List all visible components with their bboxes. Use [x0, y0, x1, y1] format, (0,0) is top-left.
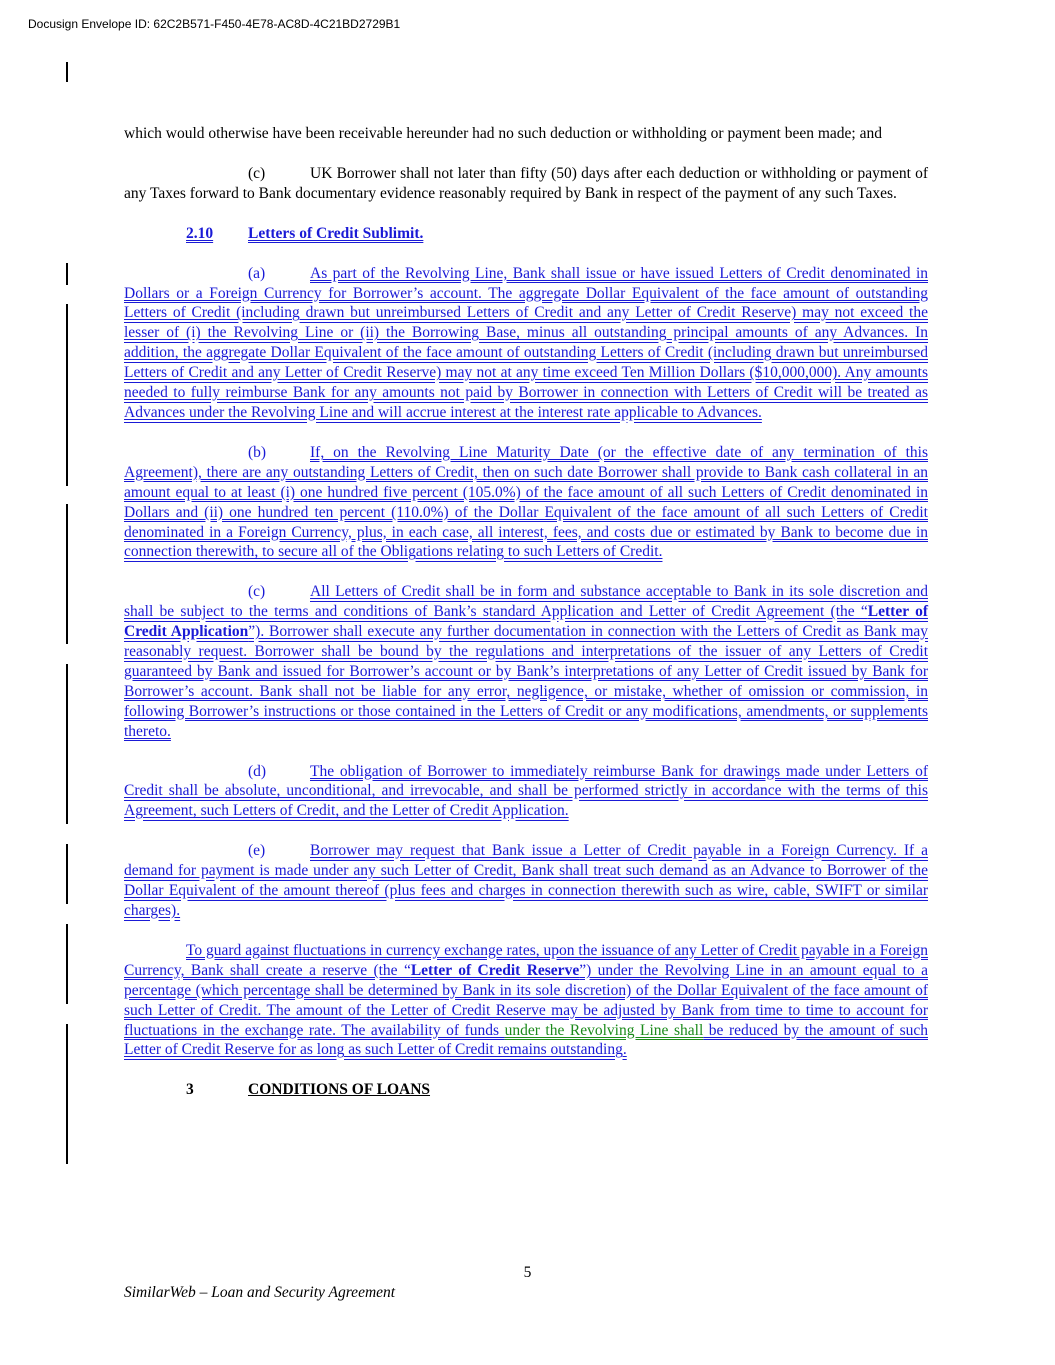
- subsection-b-text: If, on the Revolving Line Maturity Date (or the effective date of any termination of this Agreement), there are any outstanding Letters of Credit, then on such date Borrower shall provide to Bank cash collateral in an amount equal to at least (i) one hundred five percent (105.0%) of the face amount of all such Letters of Credit denominated in Dollars and (ii) one hundred ten percent (110.0%) of the Dollar Equivalent of the face amount of all such Letters of Credit denominated in a Foreign Currency, plus, in each case, all interest, fees, and costs due or estimated by Bank to become due in connection therewith, to secure all of the Obligations relating to such Letters of Credit.: [124, 443, 928, 561]
- change-bar: [66, 924, 68, 1004]
- page-number: 5: [523, 1264, 532, 1281]
- change-bar: [66, 263, 68, 285]
- change-bar: [66, 504, 68, 644]
- reserve-text-3: be reduced by the amount of such Letter of Credit Reserve for as long as such Letter of Credit remains outstanding.: [124, 1021, 928, 1059]
- section-title: CONDITIONS OF LOANS: [248, 1081, 431, 1099]
- defined-term-reserve: Letter of Credit Reserve: [410, 961, 580, 979]
- section-3-heading: [124, 1080, 928, 1100]
- section-2-10-heading: [124, 224, 928, 244]
- subsection-e: [124, 841, 928, 921]
- footer-title: SimilarWeb – Loan and Security Agreement: [124, 1284, 396, 1301]
- section-title: Letters of Credit Sublimit.: [248, 224, 424, 242]
- subsection-c-label: (c): [248, 583, 266, 601]
- subsection-a: [124, 264, 928, 423]
- subsection-e-text: Borrower may request that Bank issue a Letter of Credit payable in a Foreign Currency. If a demand for payment is made under any such Letter of Credit, Bank shall treat such demand as an Advance to Borrower of the Dollar Equivalent of the amount thereof (plus fees and charges in connection therewith such as wire, cable, SWIFT or similar charges).: [124, 842, 928, 919]
- subsection-c-text-2: ”). Borrower shall execute any further documentation in connection with the Letters of Credit as Bank may reasonably request. Borrower shall be bound by the regulations and interpretations of the issuer of any Letters of Credit guaranteed by Bank and issued for Borrower’s account or by Bank’s interpretations of any Letter of Credit issued by Bank for Borrower’s account. Bank shall not be liable for any error, negligence, or mistake, whether of omission or commission, in following Borrower’s instructions or those contained in the Letters of Credit or any modifications, amendments, or supplements thereto.: [124, 623, 929, 740]
- intro-paragraph: which would otherwise have been receivable hereunder had no such deduction or withholding or payment been made; and: [124, 125, 882, 142]
- subsection-a-text: As part of the Revolving Line, Bank shall issue or have issued Letters of Credit denominated in Dollars or a Foreign Currency for Borrower’s account. The aggregate Dollar Equivalent of the face amount of outstanding Letters of Credit (including drawn but unreimbursed Letters of Credit and any Letter of Credit Reserve) may not exceed the lesser of (i) the Revolving Line or (ii) the Borrowing Base, minus all outstanding principal amounts of any Advances. In addition, the aggregate Dollar Equivalent of the face amount of outstanding Letters of Credit (including drawn but unreimbursed Letters of Credit and any Letter of Credit Reserve) may not at any time exceed Ten Million Dollars ($10,000,000). Any amounts needed to fully reimburse Bank for any amounts not paid by Borrower in connection with Letters of Credit will be treated as Advances under the Revolving Line and will accrue interest at the interest rate applicable to Advances.: [124, 264, 928, 421]
- change-bar: [66, 1024, 68, 1164]
- subsection-c-text-1: All Letters of Credit shall be in form and substance acceptable to Bank in its sole discretion and shall be subject to the terms and conditions of Bank’s standard Application and Letter of Credit Agreement (the “: [124, 583, 928, 621]
- change-bar: [66, 62, 68, 82]
- subsection-a-label: (a): [248, 264, 266, 282]
- subsection-b-label: (b): [248, 443, 267, 461]
- reserve-text-2: ”) under the Revolving Line in an amount equal to a percentage (which percentage shall be determined by Bank in its sole discretion) of the Dollar Equivalent of the face amount of such Letter of Credit. The amount of the Letter of Credit Reserve may be adjusted by Bank from time to time to account for fluctuations in the exchange rate. The availability of funds: [124, 961, 929, 1039]
- envelope-id: Docusign Envelope ID: 62C2B571-F450-4E78-AC8D-4C21BD2729B1: [28, 17, 401, 31]
- subsection-b: [124, 443, 928, 562]
- paragraph-c-taxes: [124, 164, 928, 204]
- change-bar: [66, 664, 68, 824]
- subsection-d: [124, 762, 928, 822]
- defined-term-application: Letter of Credit Application: [124, 603, 928, 641]
- section-number: 3: [186, 1081, 194, 1099]
- subsection-e-label: (e): [248, 842, 266, 860]
- paragraph-c-label: (c): [248, 164, 266, 182]
- change-bar: [66, 304, 68, 486]
- document-body: [124, 124, 928, 1100]
- reserve-text-1: To guard against fluctuations in currency exchange rates, upon the issuance of any Letter of Credit payable in a Foreign Currency, Bank shall create a reserve (the “: [124, 941, 928, 979]
- subsection-d-label: (d): [248, 762, 267, 780]
- paragraph-c-text: UK Borrower shall not later than fifty (50) days after each deduction or withholding or payment of any Taxes forward to Bank documentary evidence reasonably required by Bank in respect of the payment of any such Taxes.: [124, 164, 928, 202]
- change-bar: [66, 844, 68, 904]
- subsection-d-text: The obligation of Borrower to immediately reimburse Bank for drawings made under Letters of Credit shall be absolute, unconditional, and irrevocable, and shall be performed strictly in accordance with the terms of this Agreement, such Letters of Credit, and the Letter of Credit Application.: [124, 762, 928, 820]
- subsection-c: [124, 582, 928, 741]
- moved-text: under the Revolving Line shall: [504, 1021, 704, 1039]
- reserve-paragraph: [124, 941, 928, 1060]
- section-number: 2.10: [186, 224, 214, 242]
